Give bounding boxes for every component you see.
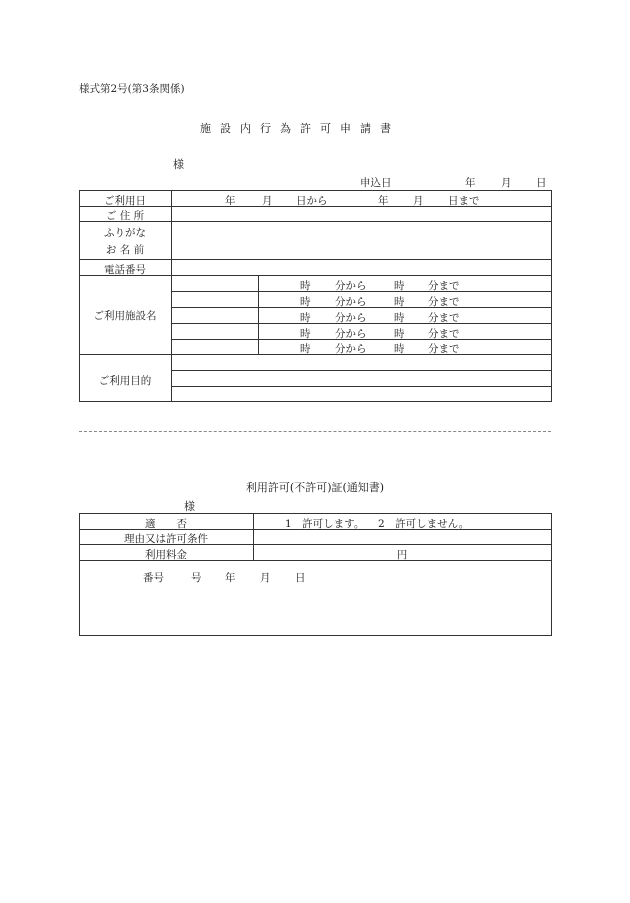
addressee-suffix: 様	[173, 158, 184, 171]
usage-date-label: ご利用日	[104, 195, 146, 207]
permit-addressee-suffix: 様	[184, 500, 195, 513]
divider	[171, 190, 172, 402]
hour-to: 時	[394, 312, 405, 324]
conditions-label: 理由又は許可条件	[124, 533, 208, 545]
divider	[258, 275, 259, 354]
to-day: 日まで	[448, 195, 480, 207]
hour-from: 時	[300, 328, 311, 340]
permit-number-label: 番号	[143, 572, 164, 584]
permit-day-label: 日	[295, 572, 306, 584]
application-title: 施設内行為許可申請書	[200, 122, 400, 135]
hour-to: 時	[394, 328, 405, 340]
apply-date-day: 日	[536, 177, 547, 189]
minute-to: 分まで	[428, 296, 460, 308]
facility-label: ご利用施設名	[93, 310, 157, 322]
minute-from: 分から	[335, 328, 367, 340]
from-month: 月	[262, 195, 273, 207]
form-number: 様式第2号(第3条関係)	[79, 83, 185, 95]
permit-month-label: 月	[260, 572, 271, 584]
permit-go-label: 号	[191, 572, 202, 584]
minute-from: 分から	[335, 296, 367, 308]
from-year: 年	[225, 195, 236, 207]
approval-label: 適 否	[145, 518, 187, 530]
hour-from: 時	[300, 296, 311, 308]
minute-to: 分まで	[428, 343, 460, 355]
to-year: 年	[378, 195, 389, 207]
apply-date-label: 申込日	[360, 177, 392, 189]
minute-to: 分まで	[428, 328, 460, 340]
to-month: 月	[413, 195, 424, 207]
hour-to: 時	[394, 296, 405, 308]
phone-label: 電話番号	[104, 264, 146, 276]
name-label: お 名 前	[105, 244, 145, 256]
fee-unit: 円	[396, 549, 408, 561]
approval-option-permit[interactable]: 1 許可します。	[285, 518, 365, 530]
apply-date-month: 月	[501, 177, 512, 189]
address-label: ご 住 所	[105, 210, 145, 222]
divider	[79, 275, 552, 276]
hour-from: 時	[300, 312, 311, 324]
permit-year-label: 年	[225, 572, 236, 584]
from-day: 日から	[296, 195, 328, 207]
apply-date-year: 年	[465, 177, 476, 189]
divider	[253, 513, 254, 560]
phone-field[interactable]	[173, 260, 550, 274]
minute-from: 分から	[335, 343, 367, 355]
hour-to: 時	[394, 343, 405, 355]
purpose-label: ご利用目的	[98, 375, 152, 387]
furigana-label: ふりがな	[104, 227, 146, 239]
cut-line	[79, 431, 551, 432]
divider	[172, 370, 552, 371]
fee-label: 利用料金	[145, 549, 187, 561]
name-field[interactable]	[173, 222, 550, 258]
minute-from: 分から	[335, 312, 367, 324]
divider	[79, 354, 552, 355]
permit-title: 利用許可(不許可)証(通知書)	[245, 481, 385, 494]
divider	[172, 386, 552, 387]
hour-to: 時	[394, 280, 405, 292]
address-field[interactable]	[173, 207, 550, 220]
minute-to: 分まで	[428, 280, 460, 292]
hour-from: 時	[300, 343, 311, 355]
hour-from: 時	[300, 280, 311, 292]
minute-from: 分から	[335, 280, 367, 292]
minute-to: 分まで	[428, 312, 460, 324]
approval-option-deny[interactable]: 2 許可しません。	[378, 518, 470, 530]
